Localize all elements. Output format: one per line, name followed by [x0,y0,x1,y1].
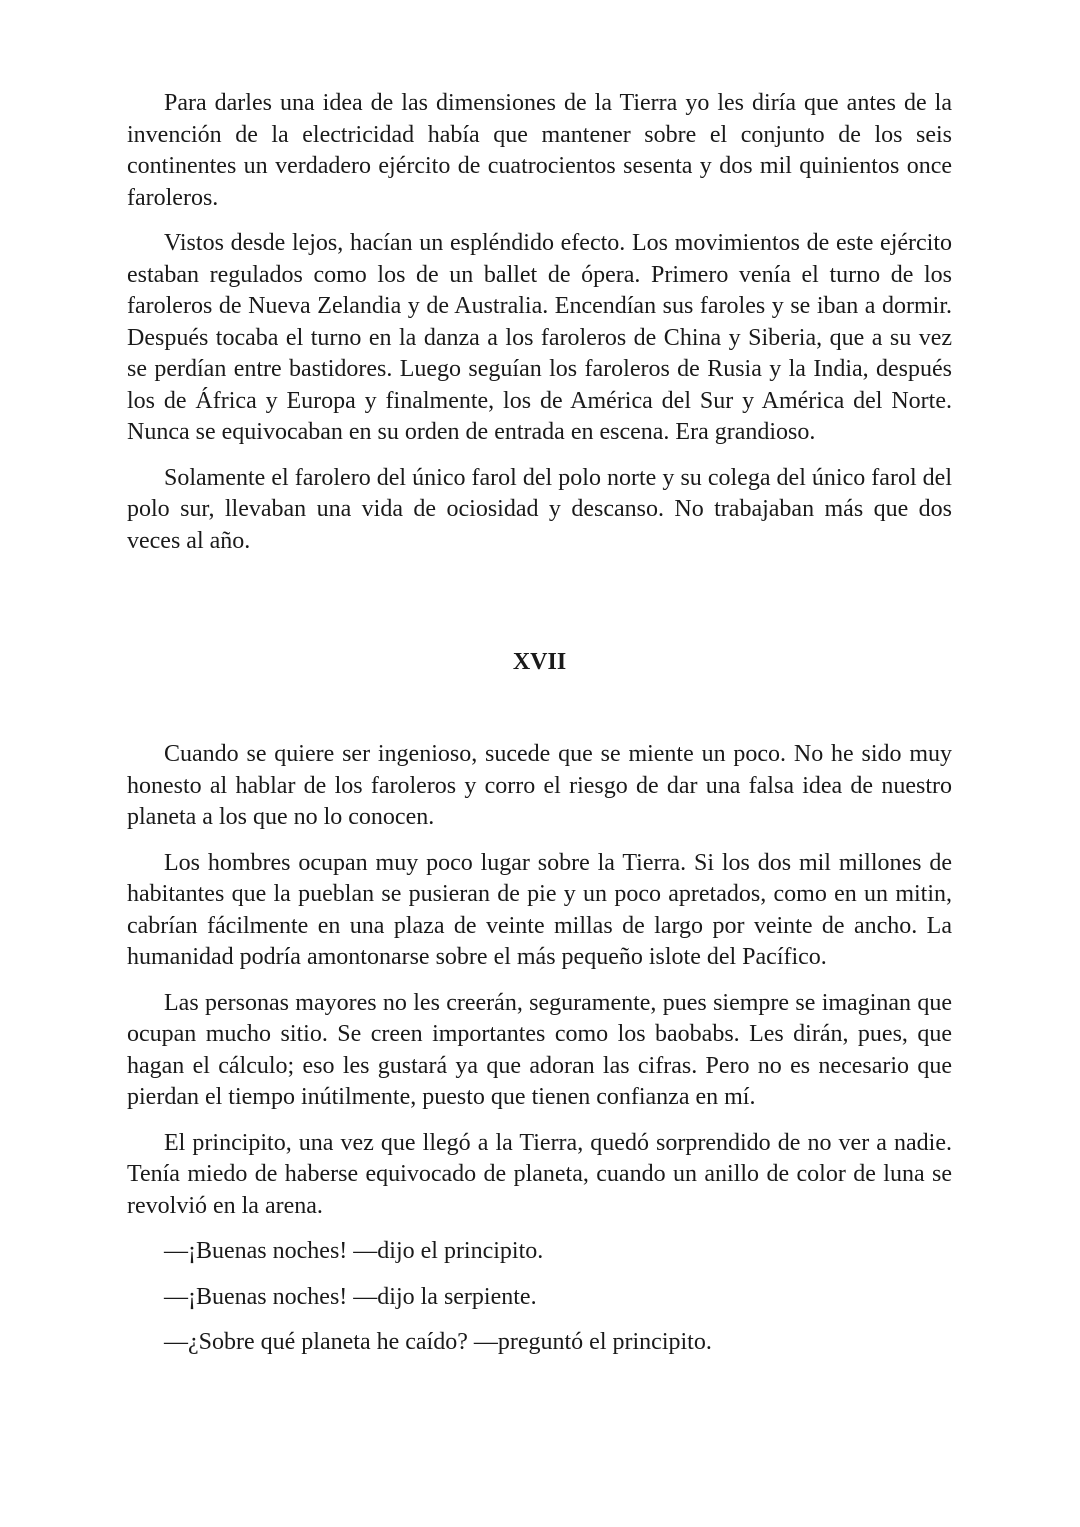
dialogue-line: —¡Buenas noches! —dijo la serpiente. [164,1283,537,1310]
paragraph-dimensions: Para darles una idea de las dimensiones de la Tierra yo les diría que antes de la invención de la electricidad había que mantener sobre el conjunto de los seis continentes un verdadero ejército de cuatrocientos sesenta y dos mil quinientos once faroleros. [127,90,952,211]
paragraph-grown-ups: Las personas mayores no les creerán, seguramente, pues siempre se imaginan que ocupan mucho sitio. Se creen importantes como los baobabs. Les dirán, pues, que hagan el cálculo; eso les gustará ya que adoran las cifras. Pero no es necesario que pierdan el tiempo inútilmente, puesto que tienen confianza en mí. [127,989,952,1110]
paragraph-lamplighters-ballet: Vistos desde lejos, hacían un espléndido efecto. Los movimientos de este ejército estaban regulados como los de un ballet de ópera. Primero venía el turno de los faroleros de Nueva Zelandia y de Australia. Encendían sus faroles y se iban a dormir. Después tocaba el turno en la danza a los faroleros de China y Siberia, que a su vez se perdían entre bastidores. Luego seguían los faroleros de Rusia y la India, después los de África y Europa y finalmente, los de América del Sur y América del Norte. Nunca se equivocaban en su orden de entrada en escena. Era grandioso. [127,230,952,445]
paragraph-polar-lamplighters: Solamente el farolero del único farol del polo norte y su colega del único farol del polo sur, llevaban una vida de ociosidad y descanso. No trabajaban más que dos veces al año. [127,464,952,554]
paragraph-honesty: Cuando se quiere ser ingenioso, sucede que se miente un poco. No he sido muy honesto al hablar de los faroleros y corro el riesgo de dar una falsa idea de nuestro planeta a los que no lo conocen. [127,741,952,830]
chapter-heading: XVII [512,649,567,675]
document-page [127,88,952,1373]
dialogue-line: —¿Sobre qué planeta he caído? —preguntó el principito. [164,1329,712,1355]
paragraph-humanity-space: Los hombres ocupan muy poco lugar sobre la Tierra. Si los dos mil millones de habitantes que la pueblan se pusieran de pie y un poco apretados, como en un mitin, cabrían fácilmente en una plaza de veinte millas de largo por veinte de ancho. La humanidad podría amontonarse sobre el más pequeño islote del Pacífico. [127,849,952,970]
paragraph-arrival: El principito, una vez que llegó a la Tierra, quedó sorprendido de no ver a nadie. Tenía miedo de haberse equivocado de planeta, cuando un anillo de color de luna se revolvió en la arena. [127,1129,952,1219]
dialogue-line: —¡Buenas noches! —dijo el principito. [164,1238,544,1264]
